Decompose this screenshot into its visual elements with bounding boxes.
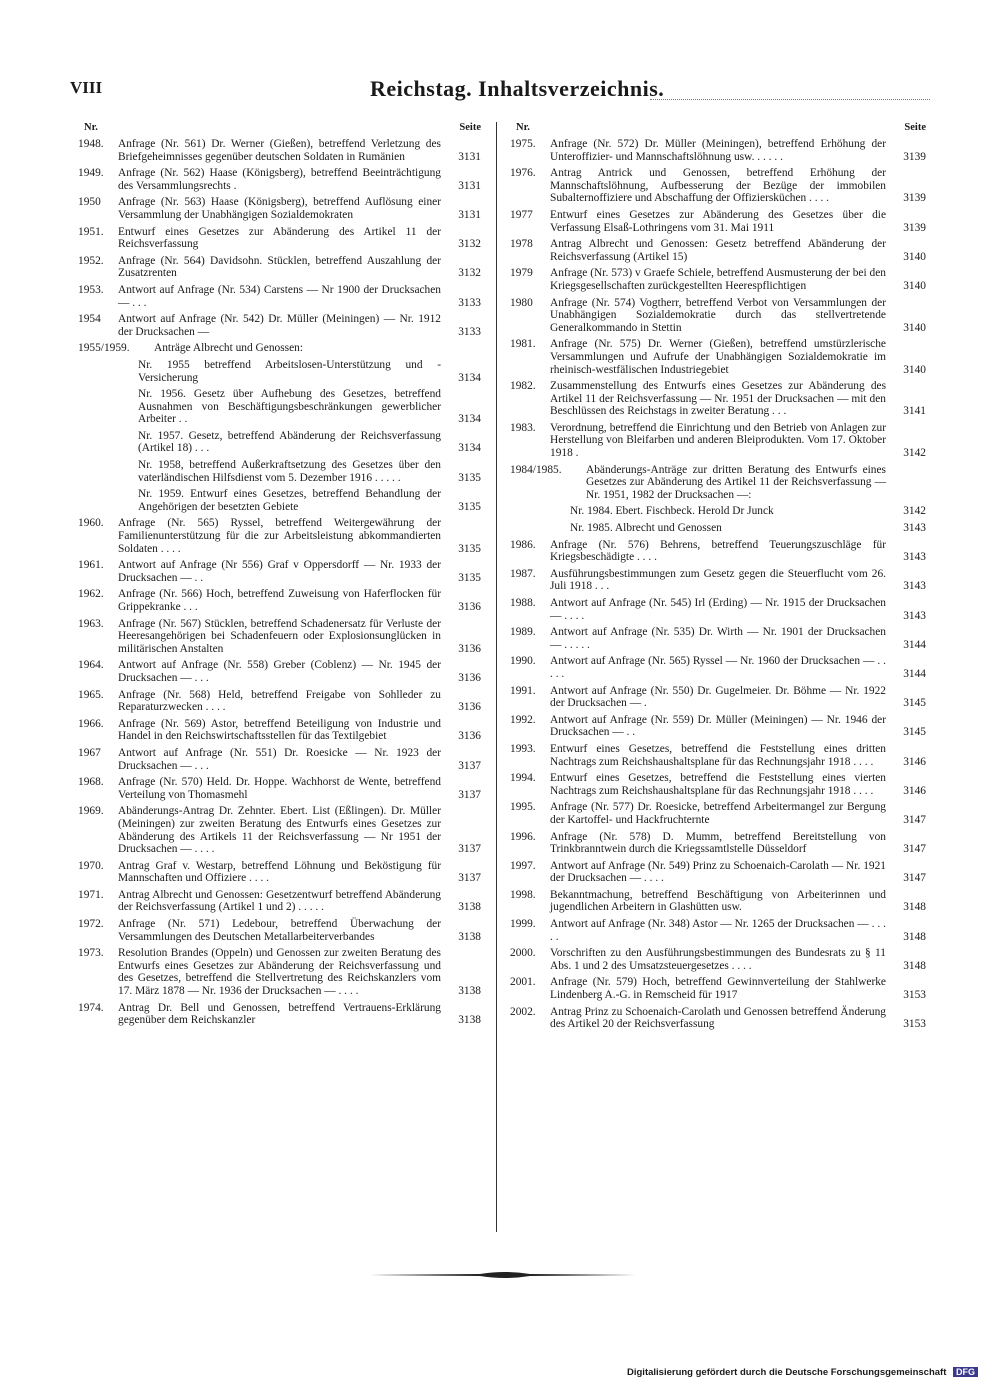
entry-number: 1948. xyxy=(78,138,104,150)
entry-number: 1984/1985. xyxy=(510,463,562,476)
toc-entry xyxy=(510,918,928,943)
entry-page: 3141 xyxy=(903,405,926,418)
toc-entry xyxy=(78,659,483,684)
entry-text: Nr. 1956. Gesetz über Aufhebung des Gesetzes, betreffend Ausnahmen von Beschäftigungsbeschränkungen gewerblicher Arbeiter . . xyxy=(138,388,441,426)
entry-page: 3153 xyxy=(903,1018,926,1031)
entry-text: Entwurf eines Gesetzes, betreffend die Feststellung eines vierten Nachtrags zum Reichshaushaltsplane für das Rechnungsjahr 1918 . . . . xyxy=(550,772,886,797)
entry-text: Abänderungs-Antrag Dr. Zehnter. Ebert. List (Eßlingen). Dr. Müller (Meiningen) zur zweiten Beratung des Entwurfs eines Gesetzes zur Abänderung des Artikels 11 der Reichsverfassung — Nr 1951 der Drucksachen — . . . . xyxy=(118,805,441,856)
entry-number: 1975. xyxy=(510,138,536,150)
entry-text: Entwurf eines Gesetzes zur Abänderung des Artikel 11 der Reichsverfassung xyxy=(118,225,441,251)
entry-page: 3136 xyxy=(458,642,481,655)
toc-entry xyxy=(78,618,483,656)
toc-entry xyxy=(510,626,928,651)
entry-text: Vorschriften zu den Ausführungsbestimmungen des Bundesrats zu § 11 Abs. 1 und 2 des Umsatzsteuergesetzes . . . . xyxy=(550,947,886,972)
entry-text: Zusammenstellung des Entwurfs eines Gesetzes zur Abänderung des Artikel 11 der Reichsverfassung — Nr. 1951 der Drucksachen — mit den Beschlüssen des Reichstags in zweiter Beratung . . . xyxy=(550,380,886,418)
toc-entry xyxy=(510,209,928,234)
entry-text: Anfrage (Nr. 577) Dr. Roesicke, betreffend Arbeitermangel zur Bergung der Kartoffel- und Hackfruchternte xyxy=(550,801,886,826)
entry-text: Verordnung, betreffend die Einrichtung und den Betrieb von Anlagen zur Herstellung von Bleifarben und anderen Bleiprodukten. Vom 17. Oktober 1918 . xyxy=(550,421,886,460)
header-rule xyxy=(650,99,930,100)
toc-entry xyxy=(78,747,483,772)
toc-entry xyxy=(510,238,928,263)
entry-number: 1997. xyxy=(510,859,536,872)
toc-entry xyxy=(78,167,483,192)
end-ornament xyxy=(370,1270,640,1280)
entry-page: 3140 xyxy=(903,279,926,292)
entry-number: 1986. xyxy=(510,538,536,551)
entry-number: 1987. xyxy=(510,567,536,580)
entry-page: 3135 xyxy=(458,471,481,484)
page-number: VIII xyxy=(70,78,103,97)
entry-text: Anfrage (Nr. 568) Held, betreffend Freigabe von Sohlleder zu Reparaturzwecken . . . . xyxy=(118,688,441,714)
entry-text: Anfrage (Nr. 562) Haase (Königsberg), betreffend Beeinträchtigung des Versammlungsrechts . xyxy=(118,167,441,192)
entry-number: 1954 xyxy=(78,313,101,326)
toc-entry xyxy=(78,588,483,613)
toc-entry xyxy=(78,1002,483,1027)
sub-entry xyxy=(510,522,928,535)
entry-page: 3138 xyxy=(458,1014,481,1027)
entry-number: 1950 xyxy=(78,196,101,209)
entry-number: 1968. xyxy=(78,776,104,789)
toc-entry xyxy=(78,226,483,251)
toc-entry xyxy=(78,860,483,885)
entry-page: 3131 xyxy=(458,179,481,192)
toc-entry xyxy=(78,342,483,355)
toc-entry xyxy=(78,805,483,855)
entry-number: 1960. xyxy=(78,517,104,530)
entry-number: 1979 xyxy=(510,267,533,280)
entry-page: 3133 xyxy=(458,325,481,338)
entry-number: 1983. xyxy=(510,421,536,434)
toc-entry xyxy=(510,976,928,1001)
toc-entry xyxy=(510,167,928,205)
entry-page: 3144 xyxy=(903,667,926,680)
footer-credit-text: Digitalisierung gefördert durch die Deutsche Forschungsgemeinschaft xyxy=(627,1367,947,1378)
entry-number: 1953. xyxy=(78,283,104,296)
toc-entry xyxy=(78,517,483,555)
entry-number: 1980 xyxy=(510,296,533,309)
entry-number: 1952. xyxy=(78,254,104,267)
entry-page: 3135 xyxy=(458,542,481,555)
entry-number: 1973. xyxy=(78,947,104,960)
entry-page: 3140 xyxy=(903,321,926,334)
entry-text: Anfrage (Nr. 572) Dr. Müller (Meiningen), betreffend Erhöhung der Unteroffizier- und Mannschaftslöhnung usw. . . . . . xyxy=(550,138,886,163)
entry-page: 3135 xyxy=(458,571,481,584)
entry-number: 1974. xyxy=(78,1001,104,1014)
entry-page: 3138 xyxy=(458,985,481,998)
entry-text: Anfrage (Nr. 564) Davidsohn. Stücklen, betreffend Auszahlung der Zusatzrenten xyxy=(118,254,441,280)
toc-entry xyxy=(510,539,928,564)
sub-entry xyxy=(78,359,483,384)
entry-text: Antwort auf Anfrage (Nr. 534) Carstens — Nr 1900 der Drucksachen — . . . xyxy=(118,283,441,309)
toc-entry xyxy=(510,267,928,292)
entry-text: Antwort auf Anfrage (Nr. 551) Dr. Roesicke — Nr. 1923 der Drucksachen — . . . xyxy=(118,746,441,772)
entry-number: 1978 xyxy=(510,238,533,251)
entry-number: 2000. xyxy=(510,947,536,960)
entry-page: 3137 xyxy=(458,788,481,801)
toc-entry xyxy=(510,464,928,502)
entry-number: 1951. xyxy=(78,225,104,238)
entry-text: Anfrage (Nr. 578) D. Mumm, betreffend Bereitstellung von Trinkbranntwein durch die Kriegssamtlstelle Düsseldorf xyxy=(550,830,886,856)
entry-page: 3148 xyxy=(903,959,926,972)
entry-text: Anfrage (Nr. 565) Ryssel, betreffend Weitergewährung der Familienunterstützung für die zur Arbeitsleistung abkommandierten Soldaten . . . . xyxy=(118,517,441,555)
entry-page: 3131 xyxy=(458,208,481,221)
toc-entry xyxy=(78,255,483,280)
entry-text: Nr. 1959. Entwurf eines Gesetzes, betreffend Behandlung der Angehörigen der besetzten Gebiete xyxy=(138,488,441,513)
toc-entry xyxy=(510,685,928,710)
entry-text: Antrag Albrecht und Genossen: Gesetz betreffend Abänderung der Reichsverfassung (Artikel 15) xyxy=(550,238,886,263)
entry-text: Antwort auf Anfrage (Nr. 542) Dr. Müller (Meiningen) — Nr. 1912 der Drucksachen — xyxy=(118,313,441,338)
entry-text: Antwort auf Anfrage (Nr. 558) Greber (Coblenz) — Nr. 1945 der Drucksachen — . . . xyxy=(118,659,441,684)
left-column xyxy=(78,122,483,1031)
entry-page: 3138 xyxy=(458,901,481,914)
column-head-nr: Nr. xyxy=(516,122,530,133)
sub-entry xyxy=(510,505,928,518)
entry-page: 3144 xyxy=(903,638,926,651)
entry-number: 1969. xyxy=(78,805,104,818)
entry-text: Antwort auf Anfrage (Nr. 565) Ryssel — Nr. 1960 der Drucksachen — . . . . . xyxy=(550,655,886,680)
entry-number: 1965. xyxy=(78,688,104,701)
toc-entry xyxy=(510,422,928,460)
entry-text: Antwort auf Anfrage (Nr. 550) Dr. Gugelmeier. Dr. Böhme — Nr. 1922 der Drucksachen — . xyxy=(550,684,886,710)
entry-page: 3147 xyxy=(903,872,926,885)
sub-entry xyxy=(78,430,483,455)
entry-text: Antrag Antrick und Genossen, betreffend Erhöhung der Mannschaftslöhnung, Aufbesserung der Bezüge der immobilen Subalternoffiziere und Abschaffung der Offiziersküchen . . . . xyxy=(550,167,886,205)
entry-number: 1966. xyxy=(78,717,104,730)
entry-text: Anfrage (Nr. 570) Held. Dr. Hoppe. Wachhorst de Wente, betreffend Verteilung von Thomasmehl xyxy=(118,776,441,801)
entry-number: 1977 xyxy=(510,208,533,221)
entry-page: 3139 xyxy=(903,192,926,205)
toc-entry xyxy=(510,297,928,335)
toc-entry xyxy=(78,284,483,309)
entry-text: Antwort auf Anfrage (Nr. 535) Dr. Wirth — Nr. 1901 der Drucksachen — . . . . . xyxy=(550,626,886,651)
entry-page: 3148 xyxy=(903,901,926,914)
entry-text: Anfrage (Nr. 571) Ledebour, betreffend Überwachung der Versammlungen des Deutschen Metallarbeiterverbandes xyxy=(118,918,441,943)
entry-text: Antwort auf Anfrage (Nr. 549) Prinz zu Schoenaich-Carolath — Nr. 1921 der Drucksachen — . . . . xyxy=(550,859,886,885)
entry-number: 1970. xyxy=(78,859,104,872)
entry-number: 1961. xyxy=(78,559,104,572)
entry-text: Nr. 1957. Gesetz, betreffend Abänderung der Reichsverfassung (Artikel 18) . . . xyxy=(138,429,441,455)
entry-page: 3145 xyxy=(903,697,926,710)
entry-number: 1989. xyxy=(510,626,536,639)
entry-number: 1995. xyxy=(510,801,536,814)
entry-page: 3140 xyxy=(903,250,926,263)
entry-page: 3136 xyxy=(458,730,481,743)
entry-text: Antrag Graf v. Westarp, betreffend Löhnung und Beköstigung für Mannschaften und Offiziere . . . . xyxy=(118,859,441,885)
entry-page: 3132 xyxy=(458,238,481,251)
entry-number: 1990. xyxy=(510,655,536,668)
entry-text: Antwort auf Anfrage (Nr. 348) Astor — Nr. 1265 der Drucksachen — . . . . . xyxy=(550,918,886,943)
toc-entry xyxy=(78,918,483,943)
entry-page: 3134 xyxy=(458,442,481,455)
toc-entry xyxy=(510,568,928,593)
entry-page: 3143 xyxy=(903,609,926,622)
entry-number: 1982. xyxy=(510,380,536,393)
entry-number: 1964. xyxy=(78,659,104,672)
entry-page: 3136 xyxy=(458,671,481,684)
toc-entry xyxy=(78,196,483,221)
entry-page: 3145 xyxy=(903,726,926,739)
right-column xyxy=(510,122,928,1035)
entry-page: 3143 xyxy=(903,522,926,535)
entry-page: 3153 xyxy=(903,989,926,1002)
entry-text: Anfrage (Nr. 566) Hoch, betreffend Zuweisung von Haferflocken für Grippekranke . . . xyxy=(118,588,441,613)
toc-entry xyxy=(510,1006,928,1031)
toc-entry xyxy=(78,138,483,163)
column-divider xyxy=(496,122,497,1232)
entry-text: Nr. 1984. Ebert. Fischbeck. Herold Dr Junck xyxy=(570,505,774,518)
entry-text: Anfrage (Nr. 575) Dr. Werner (Gießen), betreffend umstürzlerische Versammlungen und Aufrufe der Unabhängigen Sozialdemokratie im rheinisch-westfälischen Industriegebiet xyxy=(550,338,886,376)
entry-text: Antrag Albrecht und Genossen: Gesetzentwurf betreffend Abänderung der Reichsverfassung (Artikel 1 und 2) . . . . . xyxy=(118,888,441,914)
entry-text: Nr. 1958, betreffend Außerkraftsetzung des Gesetzes über den vaterländischen Hilfsdienst vom 5. Dezember 1916 . . . . . xyxy=(138,459,441,484)
toc-entry xyxy=(510,597,928,622)
toc-entry xyxy=(510,138,928,163)
toc-entry xyxy=(78,947,483,997)
entry-page: 3137 xyxy=(458,759,481,772)
entry-text: Antwort auf Anfrage (Nr. 545) Irl (Erding) — Nr. 1915 der Drucksachen — . . . . xyxy=(550,597,886,622)
entry-text: Entwurf eines Gesetzes, betreffend die Feststellung eines dritten Nachtrags zum Reichshaushaltsplane für das Rechnungsjahr 1918 . . . . xyxy=(550,742,886,768)
entry-page: 3137 xyxy=(458,872,481,885)
entry-text: Anfrage (Nr. 561) Dr. Werner (Gießen), betreffend Verletzung des Briefgeheimnisses gegenüber deutschen Soldaten in Rumänien xyxy=(118,138,441,163)
entry-number: 1999. xyxy=(510,918,536,931)
toc-entry xyxy=(78,689,483,714)
entry-page: 3139 xyxy=(903,221,926,234)
entry-text: Resolution Brandes (Oppeln) und Genossen zur zweiten Beratung des Entwurfs eines Gesetzes zur Abänderung der Reichsverfassung und des Gesetzes, betreffend die Stellvertretung des Reichskanzlers vom 17. März 1878 — Nr. 1936 der Drucksachen — . . . . xyxy=(118,947,441,998)
sub-entry xyxy=(78,488,483,513)
entry-page: 3136 xyxy=(458,701,481,714)
entry-text: Antrag Dr. Bell und Genossen, betreffend Vertrauens-Erklärung gegenüber dem Reichskanzler xyxy=(118,1001,441,1027)
toc-entry xyxy=(510,889,928,914)
entry-number: 1972. xyxy=(78,918,104,931)
entry-text: Antwort auf Anfrage (Nr 556) Graf v Oppersdorff — Nr. 1933 der Drucksachen — . . xyxy=(118,559,441,584)
entry-text: Anfrage (Nr. 573) v Graefe Schiele, betreffend Ausmusterung der bei den Kriegsgesellschaften zurückgestellten Heerespflichtigen xyxy=(550,267,886,292)
entry-text: Anfrage (Nr. 574) Vogtherr, betreffend Verbot von Versammlungen der Unabhängigen Sozialdemokratie durch das stellvertretende Generalkommando in Stettin xyxy=(550,296,886,334)
entry-number: 1991. xyxy=(510,684,536,697)
entry-page: 3134 xyxy=(458,413,481,426)
entry-page: 3138 xyxy=(458,930,481,943)
entry-text: Anfrage (Nr. 563) Haase (Königsberg), betreffend Auflösung einer Versammlung der Unabhängigen Sozialdemokraten xyxy=(118,196,441,221)
entry-page: 3140 xyxy=(903,363,926,376)
entry-page: 3136 xyxy=(458,601,481,613)
toc-entry xyxy=(510,714,928,739)
entry-page: 3133 xyxy=(458,296,481,309)
entry-page: 3146 xyxy=(903,784,926,797)
entry-number: 1988. xyxy=(510,597,536,609)
toc-entry xyxy=(510,743,928,768)
page-title: Reichstag. Inhaltsverzeichnis. xyxy=(370,76,665,101)
toc-entry xyxy=(510,380,928,418)
entry-number: 2002. xyxy=(510,1005,536,1018)
entry-number: 1992. xyxy=(510,713,536,726)
toc-entry xyxy=(510,947,928,972)
entry-number: 1998. xyxy=(510,888,536,901)
column-head-seite: Seite xyxy=(459,122,481,133)
toc-entry xyxy=(78,889,483,914)
entry-page: 3139 xyxy=(903,150,926,163)
entry-text: Nr. 1985. Albrecht und Genossen xyxy=(570,522,722,535)
toc-entry xyxy=(510,655,928,680)
entry-page: 3135 xyxy=(458,500,481,513)
entry-text: Anträge Albrecht und Genossen: xyxy=(154,342,303,355)
entry-page: 3147 xyxy=(903,813,926,826)
entry-text: Antrag Prinz zu Schoenaich-Carolath und Genossen betreffend Änderung des Artikel 20 der Reichsverfassung xyxy=(550,1005,886,1031)
footer-credit xyxy=(627,1367,978,1378)
toc-entry xyxy=(510,860,928,885)
toc-entry xyxy=(510,338,928,376)
entry-page: 3146 xyxy=(903,755,926,768)
entry-text: Entwurf eines Gesetzes zur Abänderung des Gesetzes über die Verfassung Elsaß-Lothringens vom 31. Mai 1911 xyxy=(550,208,886,234)
entry-number: 1976. xyxy=(510,167,536,180)
entry-text: Bekanntmachung, betreffend Beschäftigung von Arbeiterinnen und jugendlichen Arbeitern in Glashütten usw. xyxy=(550,888,886,914)
entry-page: 3147 xyxy=(903,843,926,856)
toc-entry xyxy=(510,772,928,797)
entry-number: 2001. xyxy=(510,976,536,989)
column-head xyxy=(78,122,483,138)
entry-page: 3131 xyxy=(458,150,481,163)
column-head-nr: Nr. xyxy=(84,122,98,133)
entry-text: Anfrage (Nr. 569) Astor, betreffend Beteiligung von Industrie und Handel in den Reichswirtschaftsstellen für das Textilgebiet xyxy=(118,717,441,743)
entry-page: 3137 xyxy=(458,843,481,856)
entry-page: 3143 xyxy=(903,551,926,564)
entry-number: 1996. xyxy=(510,830,536,843)
entry-page: 3142 xyxy=(903,447,926,460)
entry-page: 3143 xyxy=(903,580,926,593)
entry-page: 3142 xyxy=(903,505,926,518)
toc-entry xyxy=(510,801,928,826)
toc-entry xyxy=(78,313,483,338)
entry-number: 1949. xyxy=(78,167,104,180)
column-head xyxy=(510,122,928,138)
entry-text: Abänderungs-Anträge zur dritten Beratung des Entwurfs eines Gesetzes zur Abänderung des Artikel 11 der Reichsverfassung — Nr. 1951, 1982 der Drucksachen —: xyxy=(586,463,886,501)
entry-text: Anfrage (Nr. 567) Stücklen, betreffend Schadenersatz für Verluste der Heeresangehörigen bei Schadenfeuern oder Explosionsunglücken in militärischen Anstalten xyxy=(118,617,441,655)
entry-text: Antwort auf Anfrage (Nr. 559) Dr. Müller (Meiningen) — Nr. 1946 der Drucksachen — . . xyxy=(550,713,886,739)
column-head-seite: Seite xyxy=(904,122,926,133)
sub-entry xyxy=(78,459,483,484)
entry-page: 3132 xyxy=(458,267,481,280)
entry-text: Anfrage (Nr. 579) Hoch, betreffend Gewinnverteilung der Stahlwerke Lindenberg A.-G. in Remscheid für 1917 xyxy=(550,976,886,1002)
entry-text: Ausführungsbestimmungen zum Gesetz gegen die Steuerflucht vom 26. Juli 1918 . . . xyxy=(550,567,886,593)
toc-entry xyxy=(78,559,483,584)
sub-entry xyxy=(78,388,483,426)
entry-number: 1962. xyxy=(78,588,104,601)
entry-text: Nr. 1955 betreffend Arbeitslosen-Unterstützung und -Versicherung xyxy=(138,358,441,384)
entry-number: 1967 xyxy=(78,746,101,759)
entry-number: 1955/1959. xyxy=(78,342,130,355)
entry-number: 1993. xyxy=(510,742,536,755)
page-header xyxy=(70,78,930,108)
entry-text: Anfrage (Nr. 576) Behrens, betreffend Teuerungszuschläge für Kriegsbeschädigte . . . . xyxy=(550,538,886,564)
toc-entry xyxy=(510,831,928,856)
toc-entry xyxy=(78,718,483,743)
toc-entry xyxy=(78,776,483,801)
entry-page: 3148 xyxy=(903,930,926,943)
entry-page: 3134 xyxy=(458,371,481,384)
entry-number: 1963. xyxy=(78,617,104,630)
entry-number: 1971. xyxy=(78,888,104,901)
entry-number: 1981. xyxy=(510,338,536,351)
entry-number: 1994. xyxy=(510,772,536,785)
dfg-logo: DFG xyxy=(953,1367,978,1377)
